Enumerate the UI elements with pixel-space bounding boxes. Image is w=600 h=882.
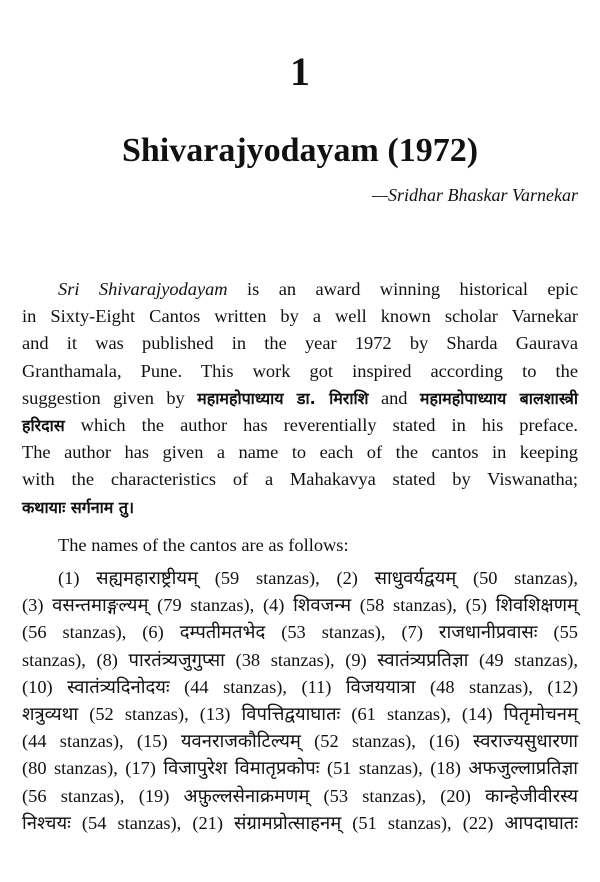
paragraph-line: and it was published in the year 1972 by Sharda Gaurava bbox=[22, 333, 578, 354]
line-text: suggestion given by bbox=[22, 387, 198, 408]
line-text: is an award winning historical epic bbox=[227, 279, 578, 299]
canto-line: (80 stanzas), (17) विजापुरेश विमातृप्रकोपः (51 stanzas), (18) अफजुल्लाप्रतिज्ञा bbox=[22, 758, 578, 779]
paragraph-line bbox=[22, 276, 578, 303]
paragraph-line: The names of the cantos are as follows: bbox=[58, 535, 349, 555]
epic-title-italic: Sri Shivarajyodayam bbox=[58, 279, 228, 299]
chapter-number: 1 bbox=[290, 49, 310, 94]
paragraph-line: The author has given a name to each of the cantos in keeping bbox=[22, 442, 578, 463]
paragraph-line bbox=[22, 385, 578, 412]
canto-line: (1) सह्यमहाराष्ट्रीयम् (59 stanzas), (2) साधुवर्यद्वयम् (50 stanzas), bbox=[58, 568, 578, 588]
canto-line: शत्रुव्यथा (52 stanzas), (13) विपत्तिद्वयाघातः (61 stanzas), (14) पितृमोचनम् bbox=[22, 704, 578, 725]
paragraph-line bbox=[22, 412, 578, 439]
canto-line: stanzas), (8) पारतंत्र्यजुगुप्सा (38 stanzas), (9) स्वातंत्र्यप्रतिज्ञा (49 stanzas), bbox=[22, 649, 578, 670]
canto-line: निश्चयः (54 stanzas), (21) संग्रामप्रोत्साहनम् (51 stanzas), (22) आपदाघातः bbox=[22, 812, 578, 833]
intro-paragraph bbox=[22, 276, 578, 521]
canto-line: (56 stanzas), (19) अफ़ुल्लसेनाक्रमणम् (53 stanzas), (20) कान्हेजीवीरस्य bbox=[22, 785, 578, 806]
canto-line: (44 stanzas), (15) यवनराजकौटिल्यम् (52 stanzas), (16) स्वराज्यसुधारणा bbox=[22, 731, 578, 752]
chapter-title: Shivarajyodayam (1972) bbox=[121, 132, 479, 169]
cantos-list-paragraph bbox=[22, 565, 578, 837]
paragraph-line: in Sixty-Eight Cantos written by a well known scholar Varnekar bbox=[22, 306, 578, 327]
author-attribution: —Sridhar Bhaskar Varnekar bbox=[372, 185, 578, 205]
paragraph-line bbox=[22, 494, 578, 521]
devanagari-text: महामहोपाध्याय बालशास्त्री bbox=[419, 388, 579, 408]
devanagari-text: हरिदास bbox=[22, 416, 65, 436]
line-text: and bbox=[368, 387, 420, 408]
line-text: which the author has reverentially stated in his preface. bbox=[64, 415, 578, 436]
canto-line: (56 stanzas), (6) दम्पतीमतभेद (53 stanzas), (7) राजधानीप्रवासः (55 bbox=[22, 622, 578, 643]
canto-line: (10) स्वातंत्र्यदिनोदयः (44 stanzas), (11) विजययात्रा (48 stanzas), (12) bbox=[22, 676, 578, 697]
canto-line: (3) वसन्तमाङ्गल्यम् (79 stanzas), (4) शिवजन्म (58 stanzas), (5) शिवशिक्षणम् bbox=[22, 595, 578, 616]
devanagari-text: महामहोपाध्याय डा. मिराशि bbox=[197, 388, 369, 408]
cantos-intro-paragraph bbox=[22, 532, 578, 559]
devanagari-text: कथायाः सर्गनाम तु। bbox=[22, 497, 135, 517]
paragraph-line: Granthamala, Pune. This work got inspired according to the bbox=[22, 360, 578, 381]
paragraph-line: with the characteristics of a Mahakavya stated by Viswanatha; bbox=[22, 469, 578, 490]
